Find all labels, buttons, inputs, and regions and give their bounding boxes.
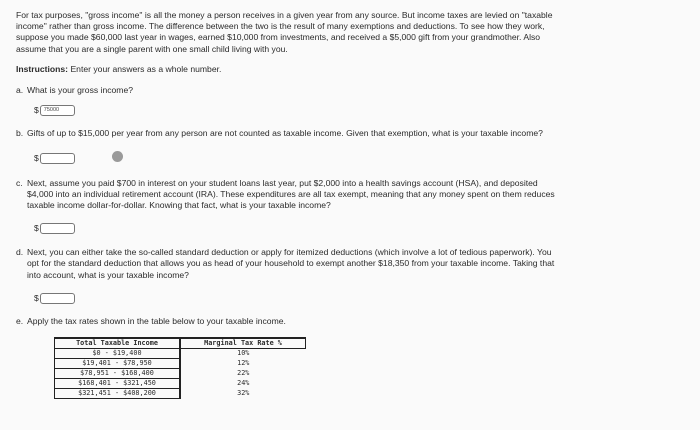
question-c <box>16 178 556 235</box>
income-range-cell: $19,401 - $78,950 <box>55 359 181 369</box>
question-letter: e. <box>16 315 24 326</box>
question-letter: d. <box>16 247 24 258</box>
taxable-income-b-input[interactable] <box>40 153 75 164</box>
question-e <box>16 316 556 399</box>
tax-rate-cell: 12% <box>237 359 250 368</box>
dollar-sign: $ <box>34 223 39 234</box>
taxable-income-c-input[interactable] <box>40 223 75 234</box>
table-row <box>55 349 306 359</box>
question-letter: a. <box>16 84 24 95</box>
answer-row <box>34 293 556 304</box>
question-text: What is your gross income? <box>27 84 134 95</box>
dollar-sign: $ <box>34 105 39 116</box>
tax-rate-cell: 10% <box>237 349 250 358</box>
table-header-row <box>55 338 306 349</box>
table-row <box>55 379 306 389</box>
instructions-text: Enter your answers as a whole number. <box>70 63 222 74</box>
question-d <box>16 247 556 304</box>
tax-rate-cell: 32% <box>237 389 250 398</box>
question-text: Next, assume you paid $700 in interest on your student loans last year, put $2,000 into a health savings account (HSA), and deposited $4,000 into an individual retirement account (IRA). These expenditures are all tax exempt, meaning that any money spent on them reduces taxable income dollar-for-dollar. Knowing that fact, what is your taxable income? <box>27 177 555 210</box>
table-row <box>55 389 306 399</box>
mouse-cursor-icon <box>112 151 123 162</box>
answer-row <box>34 105 556 116</box>
header-marginal-tax-rate: Marginal Tax Rate % <box>180 338 306 349</box>
instructions-label: Instructions: <box>16 63 69 74</box>
answer-row <box>34 223 556 234</box>
income-range-cell: $0 - $19,400 <box>55 349 181 359</box>
gross-income-input[interactable]: 75000 <box>40 105 75 116</box>
question-text: Apply the tax rates shown in the table below to your taxable income. <box>27 315 286 326</box>
table-row <box>55 359 306 369</box>
question-content <box>16 10 556 399</box>
dollar-sign: $ <box>34 153 39 164</box>
question-text: Next, you can either take the so-called standard deduction or apply for itemized deductions (which involve a lot of tedious paperwork). You opt for the standard deduction that allows you as head of your household to exempt another $18,350 from your taxable income. Taking that into account, what is your taxable income? <box>27 247 555 280</box>
question-letter: c. <box>16 177 23 188</box>
question-text: Gifts of up to $15,000 per year from any person are not counted as taxable income. Given that exemption, what is your taxable income? <box>27 128 543 139</box>
tax-rate-cell: 24% <box>237 379 250 388</box>
instructions <box>16 64 556 75</box>
intro-paragraph: For tax purposes, "gross income" is all the money a person receives in a given year from any source. But income taxes are levied on "taxable income" rather than gross income. The difference between the two is the result of many exemptions and deductions. To see how they work, suppose you made $60,000 last year in wages, earned $10,000 from investments, and received a $5,000 gift from your grandmother. Also assume that you are a single parent with one small child living with you. <box>16 10 553 54</box>
income-range-cell: $168,401 - $321,450 <box>55 379 181 389</box>
tax-rate-cell: 22% <box>237 369 250 378</box>
income-range-cell: $78,951 - $168,400 <box>55 369 181 379</box>
question-a <box>16 85 556 116</box>
tax-rate-table <box>54 337 306 399</box>
taxable-income-d-input[interactable] <box>40 293 75 304</box>
table-row <box>55 369 306 379</box>
income-range-cell: $321,451 - $408,200 <box>55 389 181 399</box>
dollar-sign: $ <box>34 292 39 303</box>
question-letter: b. <box>16 128 24 139</box>
header-total-taxable-income: Total Taxable Income <box>55 338 181 349</box>
question-b <box>16 128 556 164</box>
